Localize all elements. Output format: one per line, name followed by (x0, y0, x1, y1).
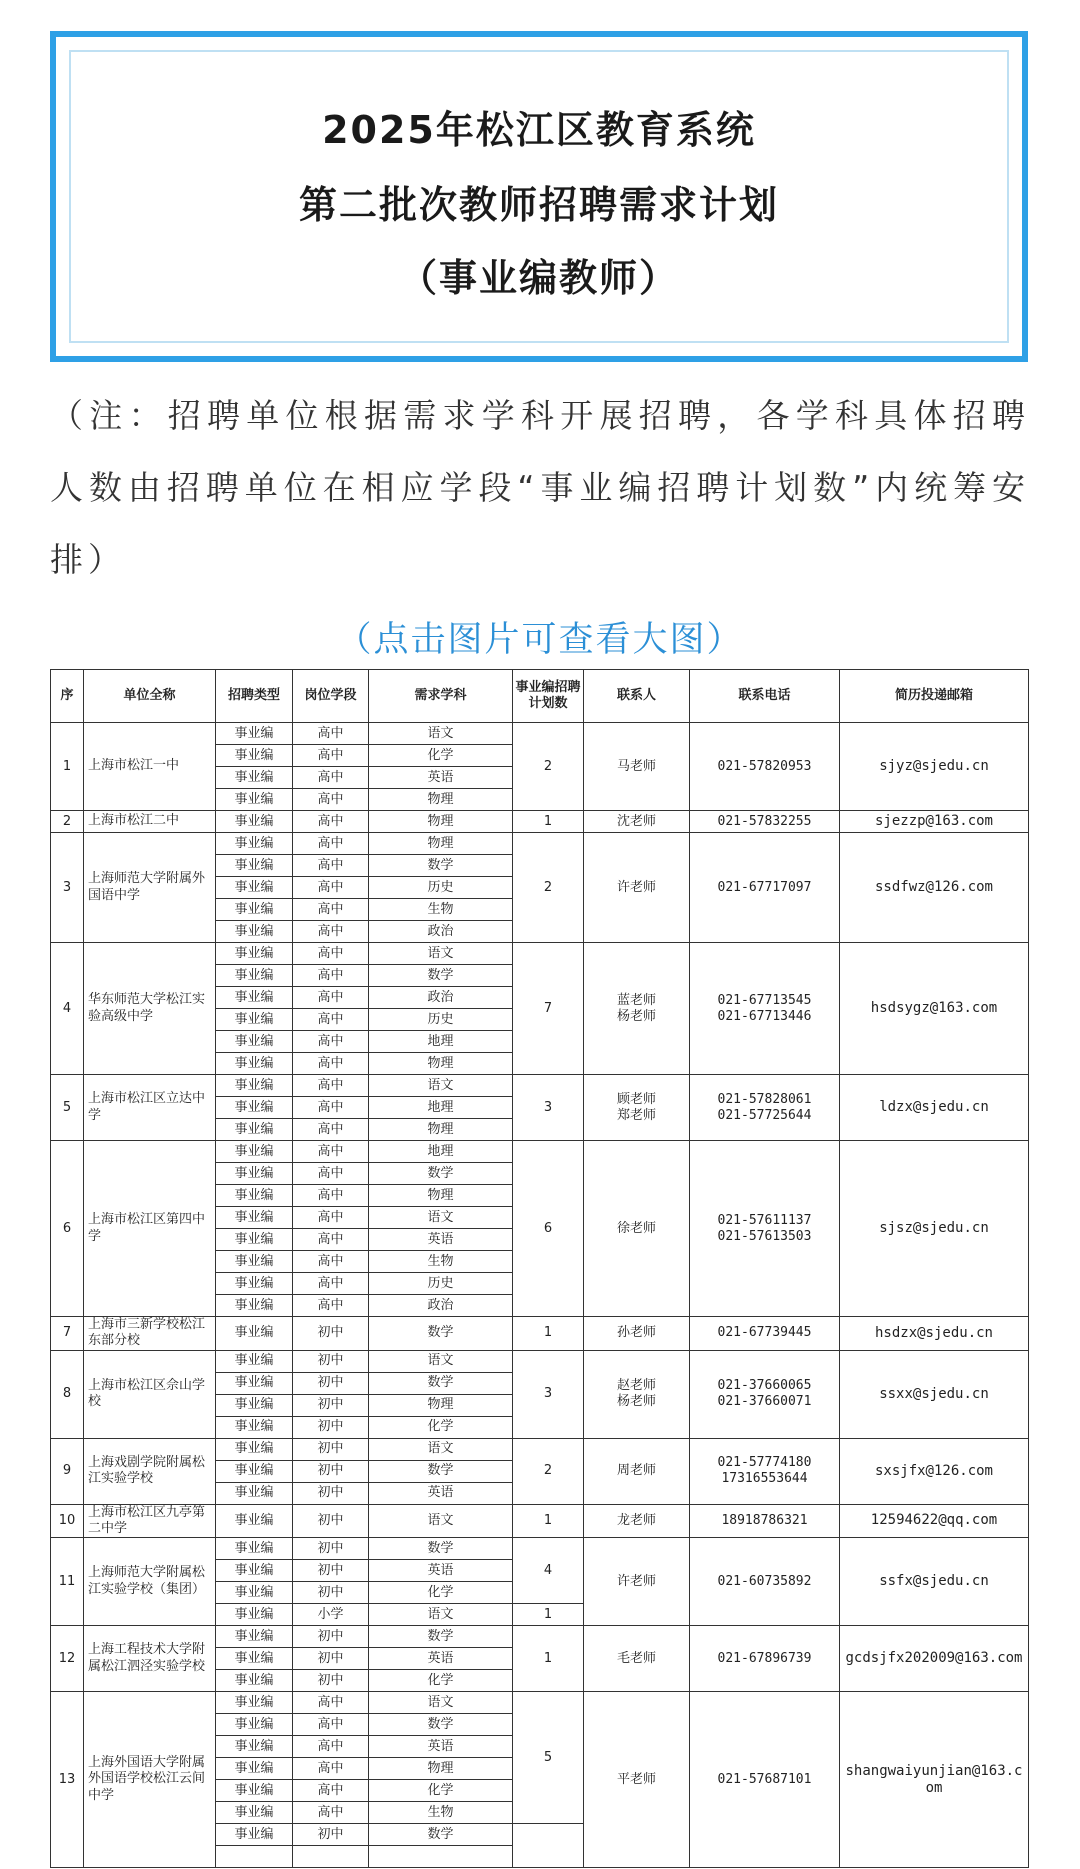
header-row (51, 670, 1029, 723)
contact-person: 徐老师 (584, 1141, 690, 1317)
recruit-type: 事业编 (216, 1273, 293, 1295)
recruit-type: 事业编 (216, 1780, 293, 1802)
title-line-3: （事业编教师） (398, 256, 679, 300)
subject: 化学 (369, 1582, 513, 1604)
recruit-type: 事业编 (216, 1141, 293, 1163)
column-header: 岗位学段 (293, 670, 369, 723)
recruit-type: 事业编 (216, 1317, 293, 1351)
recruit-type: 事业编 (216, 1251, 293, 1273)
school-level: 高中 (293, 855, 369, 877)
table-body (51, 723, 1029, 1868)
recruit-type: 事业编 (216, 987, 293, 1009)
recruit-type: 事业编 (216, 1350, 293, 1372)
subject: 语文 (369, 943, 513, 965)
recruit-type: 事业编 (216, 1648, 293, 1670)
subject: 英语 (369, 1482, 513, 1504)
subject: 历史 (369, 1009, 513, 1031)
table-row (51, 1317, 1029, 1351)
school-level: 高中 (293, 943, 369, 965)
unit-name: 上海市松江一中 (84, 723, 216, 811)
contact-person: 孙老师 (584, 1317, 690, 1351)
recruit-type: 事业编 (216, 1075, 293, 1097)
subject: 生物 (369, 1251, 513, 1273)
subject: 数学 (369, 1317, 513, 1351)
recruit-type: 事业编 (216, 1504, 293, 1538)
subject: 数学 (369, 1626, 513, 1648)
contact-person: 龙老师 (584, 1504, 690, 1538)
school-level: 高中 (293, 987, 369, 1009)
plan-count (513, 1824, 584, 1868)
subject: 语文 (369, 1207, 513, 1229)
resume-email[interactable]: ssdfwz@126.com (840, 833, 1029, 943)
plan-count: 7 (513, 943, 584, 1075)
resume-email[interactable]: shangwaiyunjian@163.com (840, 1692, 1029, 1868)
subject: 政治 (369, 1295, 513, 1317)
title-banner (50, 31, 1028, 362)
subject: 地理 (369, 1141, 513, 1163)
unit-name: 上海市三新学校松江东部分校 (84, 1317, 216, 1351)
school-level: 高中 (293, 1141, 369, 1163)
recruit-type: 事业编 (216, 1163, 293, 1185)
contact-person: 顾老师 郑老师 (584, 1075, 690, 1141)
recruit-type: 事业编 (216, 767, 293, 789)
table-row (51, 723, 1029, 745)
contact-phone: 021-57687101 (690, 1692, 840, 1868)
subject: 语文 (369, 1692, 513, 1714)
subject: 历史 (369, 1273, 513, 1295)
plan-count: 5 (513, 1692, 584, 1824)
contact-person: 毛老师 (584, 1626, 690, 1692)
school-level: 初中 (293, 1504, 369, 1538)
table-header (51, 670, 1029, 723)
subject: 物理 (369, 1758, 513, 1780)
subject: 语文 (369, 1604, 513, 1626)
contact-phone: 021-57820953 (690, 723, 840, 811)
school-level: 初中 (293, 1372, 369, 1394)
recruit-type: 事业编 (216, 1758, 293, 1780)
recruit-type: 事业编 (216, 1185, 293, 1207)
contact-phone: 18918786321 (690, 1504, 840, 1538)
recruit-type: 事业编 (216, 1229, 293, 1251)
recruit-type: 事业编 (216, 965, 293, 987)
unit-name: 上海师范大学附属外国语中学 (84, 833, 216, 943)
subject: 数学 (369, 855, 513, 877)
recruit-type: 事业编 (216, 1460, 293, 1482)
school-level: 高中 (293, 723, 369, 745)
column-header: 招聘类型 (216, 670, 293, 723)
resume-email[interactable]: gcdsjfx202009@163.com (840, 1626, 1029, 1692)
school-level: 初中 (293, 1394, 369, 1416)
recruit-type: 事业编 (216, 921, 293, 943)
school-level: 高中 (293, 1075, 369, 1097)
unit-name: 华东师范大学松江实验高级中学 (84, 943, 216, 1075)
school-level: 高中 (293, 1163, 369, 1185)
contact-person: 蓝老师 杨老师 (584, 943, 690, 1075)
subject: 英语 (369, 767, 513, 789)
school-level: 高中 (293, 1758, 369, 1780)
contact-person: 沈老师 (584, 811, 690, 833)
column-header: 事业编招聘计划数 (513, 670, 584, 723)
subject: 生物 (369, 1802, 513, 1824)
school-level: 高中 (293, 899, 369, 921)
table-row (51, 1626, 1029, 1648)
school-level: 高中 (293, 789, 369, 811)
school-level: 初中 (293, 1582, 369, 1604)
subject: 数学 (369, 965, 513, 987)
recruit-type: 事业编 (216, 1538, 293, 1560)
title-line-2: 第二批次教师招聘需求计划 (298, 183, 779, 227)
school-level: 高中 (293, 1207, 369, 1229)
unit-name: 上海市松江二中 (84, 811, 216, 833)
contact-phone: 021-67896739 (690, 1626, 840, 1692)
recruit-type: 事业编 (216, 833, 293, 855)
resume-email[interactable]: sxsjfx@126.com (840, 1438, 1029, 1504)
school-level: 高中 (293, 1295, 369, 1317)
resume-email[interactable]: sjsz@sjedu.cn (840, 1141, 1029, 1317)
school-level: 高中 (293, 1053, 369, 1075)
row-number: 3 (51, 833, 84, 943)
row-number: 4 (51, 943, 84, 1075)
table-row (51, 1075, 1029, 1097)
row-number: 2 (51, 811, 84, 833)
view-large-image-hint[interactable]: （点击图片可查看大图） (336, 620, 744, 660)
subject: 化学 (369, 1670, 513, 1692)
school-level: 高中 (293, 1273, 369, 1295)
resume-email[interactable]: ssxx@sjedu.cn (840, 1350, 1029, 1438)
recruit-type: 事业编 (216, 1394, 293, 1416)
recruit-type: 事业编 (216, 877, 293, 899)
school-level: 初中 (293, 1460, 369, 1482)
plan-count: 1 (513, 1317, 584, 1351)
plan-count: 2 (513, 723, 584, 811)
plan-count: 2 (513, 833, 584, 943)
column-header: 联系电话 (690, 670, 840, 723)
recruit-type: 事业编 (216, 1097, 293, 1119)
school-level: 高中 (293, 833, 369, 855)
subject: 物理 (369, 1053, 513, 1075)
resume-email[interactable]: sjyz@sjedu.cn (840, 723, 1029, 811)
unit-name: 上海市松江区九亭第二中学 (84, 1504, 216, 1538)
plan-count: 6 (513, 1141, 584, 1317)
contact-phone: 021-67713545 021-67713446 (690, 943, 840, 1075)
subject: 数学 (369, 1538, 513, 1560)
recruit-type: 事业编 (216, 899, 293, 921)
row-number: 10 (51, 1504, 84, 1538)
school-level: 初中 (293, 1482, 369, 1504)
school-level: 高中 (293, 877, 369, 899)
column-header: 简历投递邮箱 (840, 670, 1029, 723)
column-header: 需求学科 (369, 670, 513, 723)
school-level: 高中 (293, 1251, 369, 1273)
recruit-type: 事业编 (216, 1207, 293, 1229)
subject: 语文 (369, 1350, 513, 1372)
column-header: 序 (51, 670, 84, 723)
recruit-type: 事业编 (216, 1604, 293, 1626)
plan-count: 3 (513, 1075, 584, 1141)
subject: 英语 (369, 1560, 513, 1582)
recruit-type: 事业编 (216, 1736, 293, 1758)
table-row (51, 811, 1029, 833)
contact-person: 周老师 (584, 1438, 690, 1504)
recruit-type: 事业编 (216, 1119, 293, 1141)
contact-person: 许老师 (584, 1538, 690, 1626)
table-row (51, 1438, 1029, 1460)
subject: 数学 (369, 1163, 513, 1185)
title-line-1: 2025年松江区教育系统 (322, 108, 756, 152)
plan-count: 1 (513, 1626, 584, 1692)
table-row (51, 943, 1029, 965)
plan-count: 1 (513, 1504, 584, 1538)
recruit-type: 事业编 (216, 1438, 293, 1460)
recruit-type: 事业编 (216, 1372, 293, 1394)
school-level: 高中 (293, 965, 369, 987)
row-number: 13 (51, 1692, 84, 1868)
school-level: 初中 (293, 1350, 369, 1372)
row-number: 5 (51, 1075, 84, 1141)
table-row (51, 1504, 1029, 1538)
column-header: 单位全称 (84, 670, 216, 723)
school-level: 高中 (293, 767, 369, 789)
subject: 物理 (369, 1119, 513, 1141)
contact-phone: 021-57828061 021-57725644 (690, 1075, 840, 1141)
recruit-type: 事业编 (216, 1824, 293, 1846)
subject: 历史 (369, 877, 513, 899)
school-level: 高中 (293, 1185, 369, 1207)
recruit-type: 事业编 (216, 1031, 293, 1053)
recruit-type (216, 1846, 293, 1868)
resume-email[interactable]: hsdsygz@163.com (840, 943, 1029, 1075)
subject: 数学 (369, 1372, 513, 1394)
recruit-type: 事业编 (216, 1626, 293, 1648)
school-level: 高中 (293, 811, 369, 833)
unit-name: 上海戏剧学院附属松江实验学校 (84, 1438, 216, 1504)
recruitment-note: （注：招聘单位根据需求学科开展招聘，各学科具体招聘人数由招聘单位在相应学段“事业编招聘计划数”内统筹安排） (50, 396, 1030, 579)
subject: 生物 (369, 899, 513, 921)
plan-count: 3 (513, 1350, 584, 1438)
subject: 政治 (369, 987, 513, 1009)
recruit-type: 事业编 (216, 1802, 293, 1824)
school-level: 高中 (293, 1009, 369, 1031)
resume-email[interactable]: sjezzp@163.com (840, 811, 1029, 833)
unit-name: 上海外国语大学附属外国语学校松江云间中学 (84, 1692, 216, 1868)
subject: 化学 (369, 1780, 513, 1802)
school-level: 高中 (293, 1031, 369, 1053)
subject: 语文 (369, 723, 513, 745)
table-row (51, 833, 1029, 855)
recruit-type: 事业编 (216, 1482, 293, 1504)
contact-phone: 021-57832255 (690, 811, 840, 833)
subject: 语文 (369, 1504, 513, 1538)
subject: 英语 (369, 1229, 513, 1251)
subject: 地理 (369, 1097, 513, 1119)
subject: 英语 (369, 1648, 513, 1670)
unit-name: 上海工程技术大学附属松江泗泾实验学校 (84, 1626, 216, 1692)
subject: 化学 (369, 1416, 513, 1438)
row-number: 7 (51, 1317, 84, 1351)
school-level: 初中 (293, 1317, 369, 1351)
subject: 物理 (369, 1185, 513, 1207)
school-level: 高中 (293, 1097, 369, 1119)
recruit-type: 事业编 (216, 1416, 293, 1438)
table-row (51, 1350, 1029, 1372)
recruit-type: 事业编 (216, 745, 293, 767)
recruit-type: 事业编 (216, 1582, 293, 1604)
school-level: 高中 (293, 745, 369, 767)
contact-person: 平老师 (584, 1692, 690, 1868)
row-number: 8 (51, 1350, 84, 1438)
contact-person: 马老师 (584, 723, 690, 811)
school-level: 高中 (293, 1714, 369, 1736)
plan-count: 1 (513, 1604, 584, 1626)
school-level: 高中 (293, 1119, 369, 1141)
plan-count: 4 (513, 1538, 584, 1604)
school-level: 初中 (293, 1670, 369, 1692)
unit-name: 上海市松江区第四中学 (84, 1141, 216, 1317)
subject: 地理 (369, 1031, 513, 1053)
subject: 化学 (369, 745, 513, 767)
contact-phone: 021-60735892 (690, 1538, 840, 1626)
contact-phone: 021-57611137 021-57613503 (690, 1141, 840, 1317)
school-level: 初中 (293, 1560, 369, 1582)
school-level: 初中 (293, 1824, 369, 1846)
contact-person: 赵老师 杨老师 (584, 1350, 690, 1438)
recruitment-table-wrapper (50, 669, 1028, 1868)
subject: 语文 (369, 1438, 513, 1460)
contact-phone: 021-67717097 (690, 833, 840, 943)
school-level: 初中 (293, 1538, 369, 1560)
resume-email[interactable]: ldzx@sjedu.cn (840, 1075, 1029, 1141)
table-row (51, 1141, 1029, 1163)
subject: 政治 (369, 921, 513, 943)
row-number: 6 (51, 1141, 84, 1317)
table-row (51, 1692, 1029, 1714)
contact-phone: 021-67739445 (690, 1317, 840, 1351)
contact-person: 许老师 (584, 833, 690, 943)
school-level: 高中 (293, 1692, 369, 1714)
subject: 数学 (369, 1714, 513, 1736)
plan-count: 2 (513, 1438, 584, 1504)
recruit-type: 事业编 (216, 1670, 293, 1692)
subject: 物理 (369, 833, 513, 855)
unit-name: 上海师范大学附属松江实验学校（集团） (84, 1538, 216, 1626)
school-level: 初中 (293, 1438, 369, 1460)
row-number: 12 (51, 1626, 84, 1692)
row-number: 11 (51, 1538, 84, 1626)
unit-name: 上海市松江区立达中学 (84, 1075, 216, 1141)
recruit-type: 事业编 (216, 1692, 293, 1714)
column-header: 联系人 (584, 670, 690, 723)
school-level: 小学 (293, 1604, 369, 1626)
resume-email[interactable]: hsdzx@sjedu.cn (840, 1317, 1029, 1351)
subject: 英语 (369, 1736, 513, 1758)
row-number: 9 (51, 1438, 84, 1504)
recruitment-table (50, 669, 1029, 1868)
plan-count: 1 (513, 811, 584, 833)
school-level: 初中 (293, 1416, 369, 1438)
row-number: 1 (51, 723, 84, 811)
recruit-type: 事业编 (216, 1560, 293, 1582)
school-level: 高中 (293, 1802, 369, 1824)
subject: 数学 (369, 1824, 513, 1846)
recruit-type: 事业编 (216, 855, 293, 877)
recruit-type: 事业编 (216, 1009, 293, 1031)
recruit-type: 事业编 (216, 723, 293, 745)
recruit-type: 事业编 (216, 1295, 293, 1317)
subject: 物理 (369, 811, 513, 833)
school-level: 高中 (293, 921, 369, 943)
table-row (51, 1538, 1029, 1560)
subject: 数学 (369, 1460, 513, 1482)
subject: 物理 (369, 789, 513, 811)
school-level: 高中 (293, 1229, 369, 1251)
recruit-type: 事业编 (216, 1714, 293, 1736)
resume-email[interactable]: ssfx@sjedu.cn (840, 1538, 1029, 1626)
unit-name: 上海市松江区佘山学校 (84, 1350, 216, 1438)
subject: 语文 (369, 1075, 513, 1097)
resume-email[interactable]: 12594622@qq.com (840, 1504, 1029, 1538)
recruit-type: 事业编 (216, 789, 293, 811)
recruit-type: 事业编 (216, 811, 293, 833)
school-level: 初中 (293, 1626, 369, 1648)
contact-phone: 021-57774180 17316553644 (690, 1438, 840, 1504)
school-level (293, 1846, 369, 1868)
recruit-type: 事业编 (216, 1053, 293, 1075)
subject (369, 1846, 513, 1868)
school-level: 初中 (293, 1648, 369, 1670)
recruit-type: 事业编 (216, 943, 293, 965)
school-level: 高中 (293, 1736, 369, 1758)
subject: 物理 (369, 1394, 513, 1416)
contact-phone: 021-37660065 021-37660071 (690, 1350, 840, 1438)
school-level: 高中 (293, 1780, 369, 1802)
